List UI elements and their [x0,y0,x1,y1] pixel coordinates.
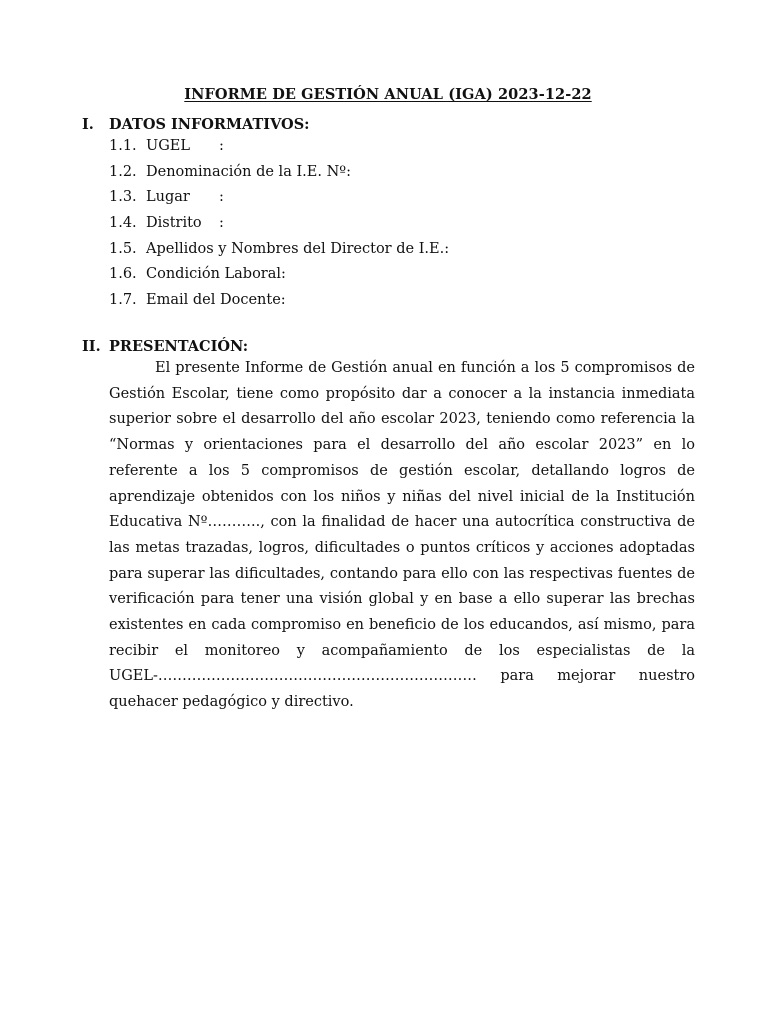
info-item-colon: : [219,138,224,154]
info-item-colon: : [219,189,224,206]
info-item-label: Apellidos y Nombres del Director de I.E.: [146,240,450,257]
info-item-number: 1.7. [109,292,137,309]
info-item-label: Lugar [146,189,190,206]
info-item-number: 1.5. [109,240,137,257]
info-item-label: Denominación de la I.E. Nº: [146,163,351,180]
info-item-label: Distrito [146,215,202,232]
info-item-number: 1.3. [109,189,137,206]
info-item-colon: : [219,215,224,232]
info-item-number: 1.2. [109,163,137,180]
presentation-paragraph: El presente Informe de Gestión anual en función a los 5 compromisos de Gestión Escolar, tiene como propósito dar a conocer a la instancia inmediata superior sobre el desarrollo del año escolar 2023, teniendo como referencia la “Normas y orientaciones para el desarrollo del año escolar 2023” en lo referente a los 5 compromisos de gestión escolar, detallando logros de aprendizaje obtenidos con los niños y niñas del nivel inicial de la Institución Educativa Nº……….., con la finalidad de hacer una autocrítica constructiva de las metas trazadas, logros, dificultades o puntos críticos y acciones adoptadas para superar las dificultades, contando para ello con las respectivas fuentes de verificación para tener una visión global y en base a ello superar las brechas existentes en cada compromiso en beneficio de los educandos, así mismo, para recibir el monitoreo y acompañamiento de los especialistas de la UGEL-………………………………………………………… para mejorar nuestro quehacer pedagógico y directivo. [109,360,695,711]
info-item-number: 1.1. [109,138,137,154]
info-item-number: 1.4. [109,215,137,232]
info-item-number: 1.6. [109,266,137,283]
section-number: I. [82,116,94,133]
section-number: II. [82,338,101,355]
document-title: INFORME DE GESTIÓN ANUAL (IGA) 2023-12-22 [184,86,592,103]
info-item-label: Email del Docente: [146,292,286,309]
section-title: PRESENTACIÓN: [109,338,249,355]
section-title: DATOS INFORMATIVOS: [109,116,310,133]
info-item-label: UGEL [146,138,191,154]
info-item-label: Condición Laboral: [146,266,286,283]
